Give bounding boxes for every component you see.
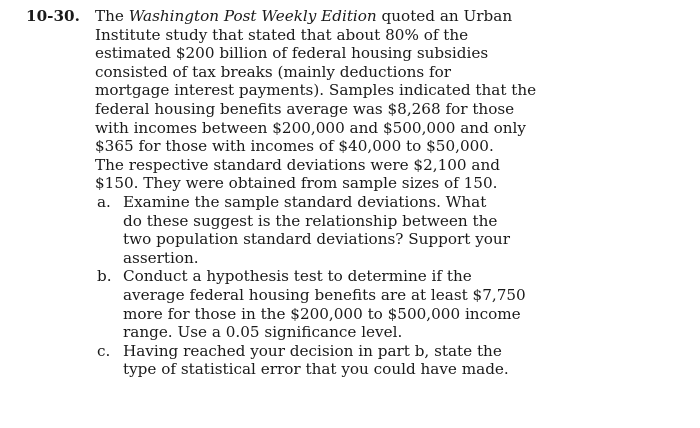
problem-text-line: Institute study that stated that about 80% of the bbox=[95, 25, 469, 44]
part-a-letter: a. bbox=[97, 192, 111, 211]
problem-text-line: mortgage interest payments). Samples indicated that the bbox=[95, 81, 537, 100]
cropped-next-line bbox=[120, 385, 600, 389]
problem-text-line: with incomes between $200,000 and $500,000 and only bbox=[95, 118, 526, 137]
problem-text-line: The respective standard deviations were $2,100 and bbox=[95, 155, 500, 174]
problem-number: 10-30. bbox=[26, 7, 80, 25]
exercise-10-30 bbox=[26, 7, 666, 379]
part-b-text: range. Use a 0.05 significance level. bbox=[123, 323, 403, 342]
part-b-text: more for those in the $200,000 to $500,000 income bbox=[123, 304, 521, 323]
intro-text-continued: quoted an Urban bbox=[376, 7, 513, 25]
part-b-text: average federal housing benefits are at least $7,750 bbox=[123, 285, 526, 304]
part-a-text: assertion. bbox=[123, 248, 199, 267]
part-b-line bbox=[26, 267, 666, 286]
intro-text: The bbox=[95, 7, 129, 25]
part-a-text: do these suggest is the relationship between the bbox=[123, 211, 498, 230]
part-a-line bbox=[26, 193, 666, 212]
part-c-text: Having reached your decision in part b, state the bbox=[123, 341, 502, 360]
part-c-letter: c. bbox=[97, 341, 111, 360]
part-a-text: two population standard deviations? Support your bbox=[123, 230, 510, 249]
part-a-text: Examine the sample standard deviations. What bbox=[123, 192, 487, 211]
problem-text-line: consisted of tax breaks (mainly deductions for bbox=[95, 62, 452, 81]
problem-first-line bbox=[26, 7, 666, 26]
part-c-text: type of statistical error that you could have made. bbox=[123, 360, 509, 379]
problem-text-line: estimated $200 billion of federal housing subsidies bbox=[95, 44, 489, 63]
publication-title: Washington Post Weekly Edition bbox=[128, 7, 377, 25]
problem-text-line: $150. They were obtained from sample sizes of 150. bbox=[95, 174, 498, 193]
part-b-letter: b. bbox=[97, 267, 112, 286]
part-b-text: Conduct a hypothesis test to determine if the bbox=[123, 267, 472, 286]
part-c-line bbox=[26, 342, 666, 361]
problem-text-line: federal housing benefits average was $8,268 for those bbox=[95, 99, 515, 118]
problem-text-line: $365 for those with incomes of $40,000 to $50,000. bbox=[95, 137, 494, 156]
